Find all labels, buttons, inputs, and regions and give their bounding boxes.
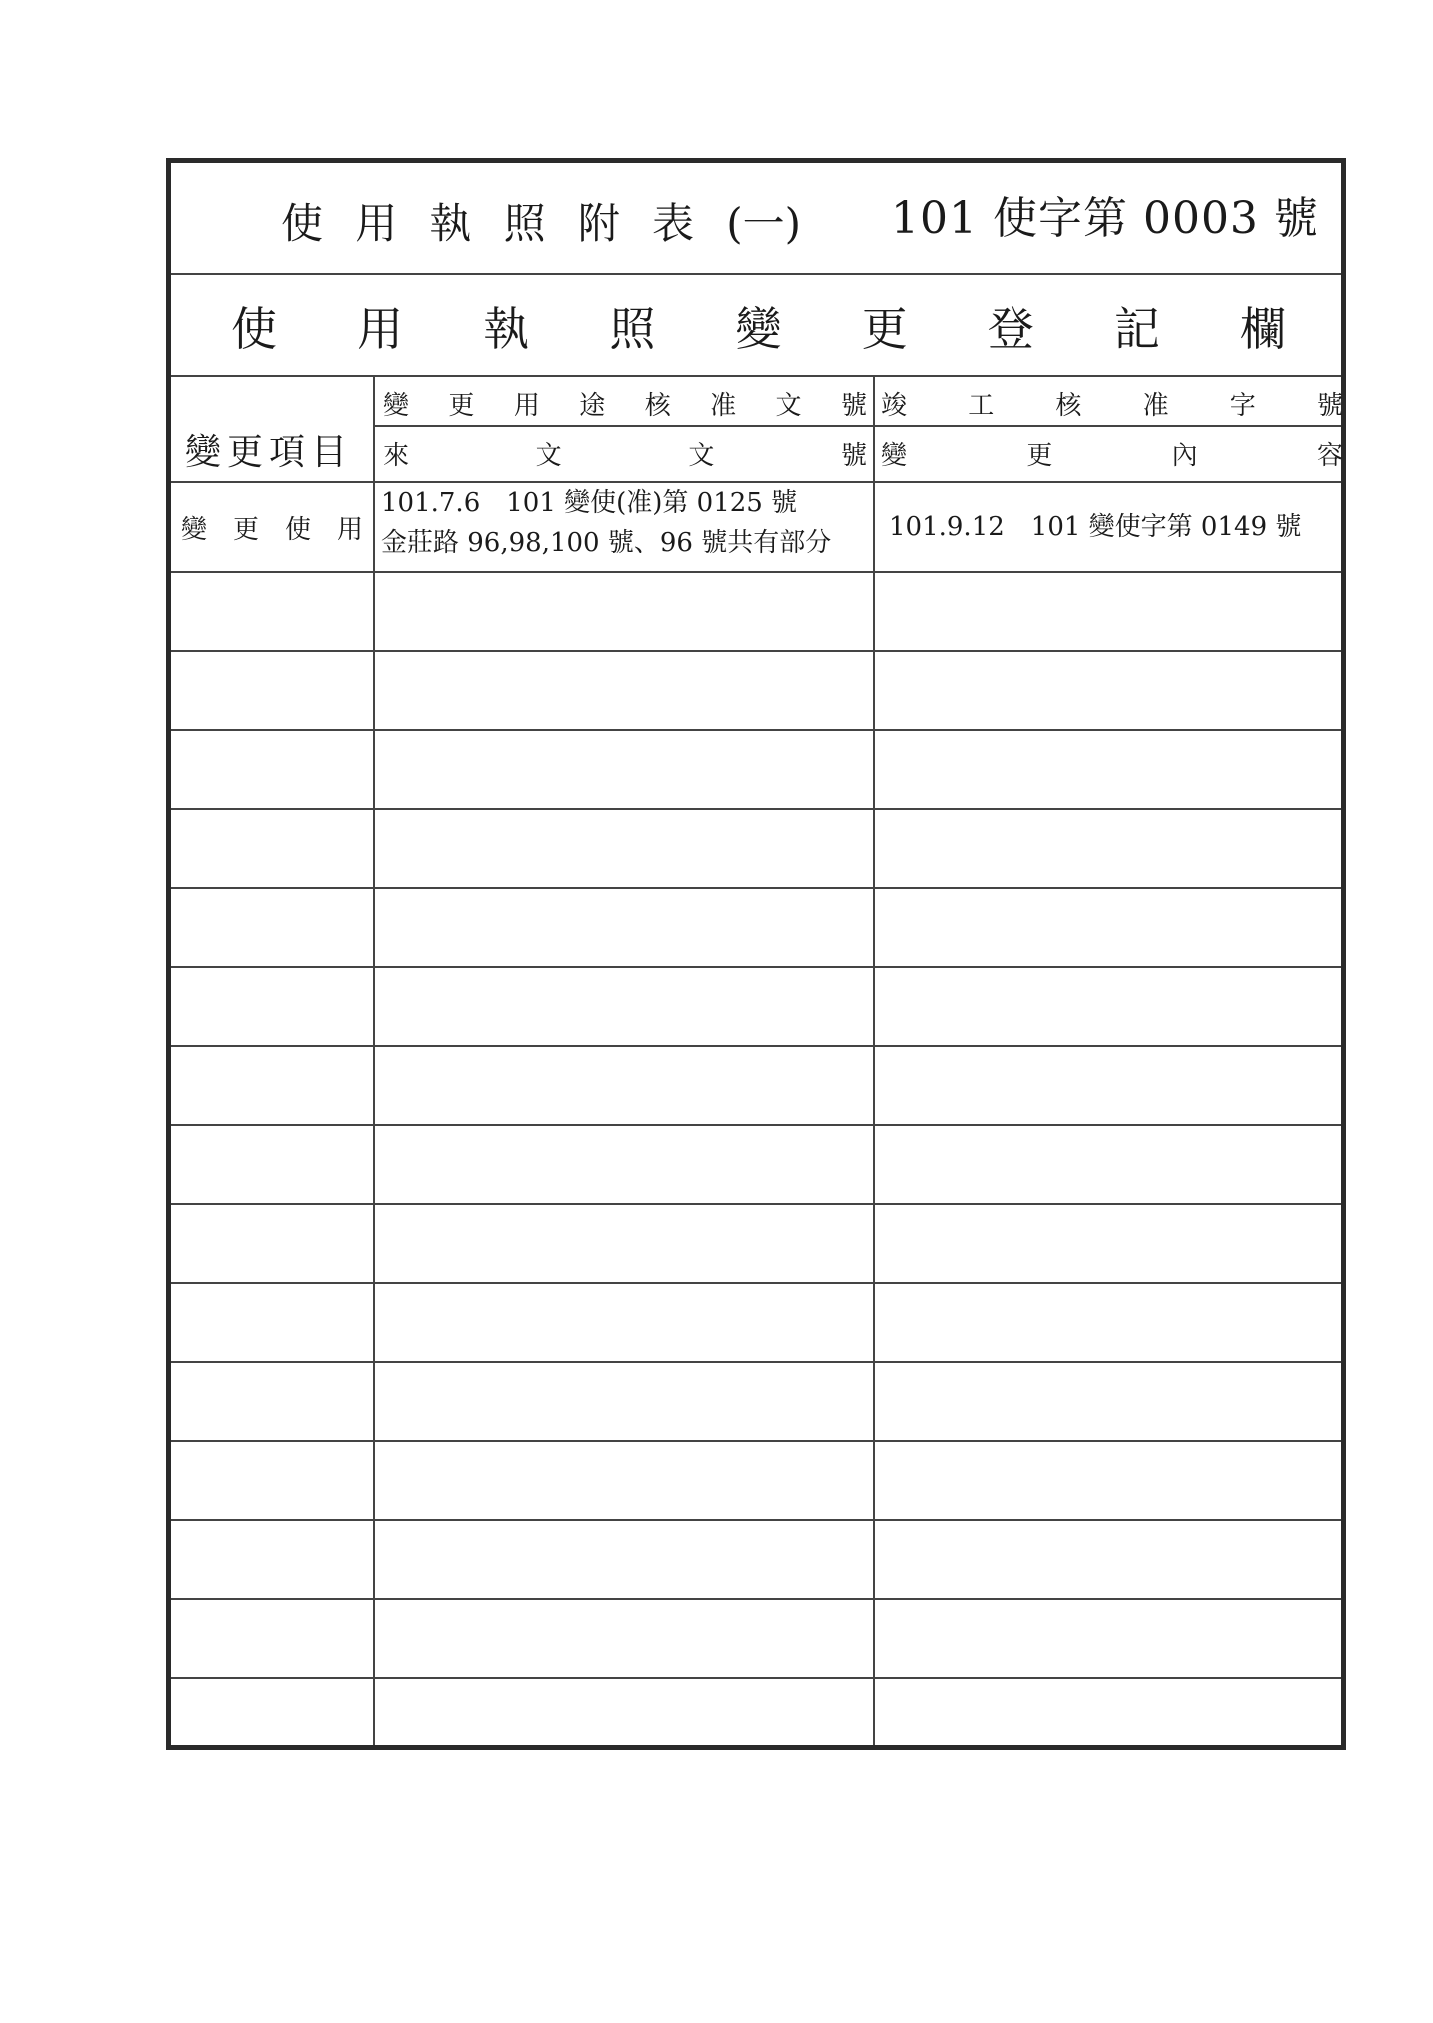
row-rule xyxy=(171,729,1341,731)
header-char: 核 xyxy=(1055,390,1082,421)
header-char: 字 xyxy=(1229,390,1256,421)
column-header-item: 變更項目 xyxy=(184,431,353,473)
header-char: 變 xyxy=(383,390,410,421)
license-number: 101 使字第 0003 號 xyxy=(891,193,1319,244)
item-char: 使 xyxy=(284,514,311,545)
row-result: 101.9.12 101 變使字第 0149 號 xyxy=(889,512,1302,542)
row-rule xyxy=(171,1361,1341,1363)
title-char: 用 xyxy=(355,199,398,248)
header-char: 變 xyxy=(881,440,908,471)
subtitle-char: 登 xyxy=(987,302,1034,356)
rule-below-title xyxy=(171,273,1341,275)
item-char: 變 xyxy=(181,514,208,545)
row-rule xyxy=(171,1203,1341,1205)
header-char: 途 xyxy=(579,390,606,421)
rule-below-subtitle xyxy=(171,375,1341,377)
row-rule xyxy=(171,1045,1341,1047)
rule-header-mid xyxy=(373,425,1341,427)
row-rule xyxy=(171,571,1341,573)
header-char: 更 xyxy=(1026,440,1053,471)
title-char: 附 xyxy=(577,199,620,248)
row-rule xyxy=(171,1440,1341,1442)
item-char: 用 xyxy=(336,514,363,545)
title-char: 照 xyxy=(503,199,546,248)
row-rule xyxy=(171,650,1341,652)
row-rule xyxy=(171,1598,1341,1600)
subtitle-char: 使 xyxy=(231,302,277,356)
subtitle-char: 用 xyxy=(357,302,404,356)
column-header-approval-doc xyxy=(383,385,867,421)
subtitle-char: 欄 xyxy=(1240,302,1286,356)
row-rule xyxy=(171,1282,1341,1284)
section-title xyxy=(231,291,1286,361)
header-char: 內 xyxy=(1171,440,1198,471)
row-rule xyxy=(171,1519,1341,1521)
title-char: (一) xyxy=(726,199,801,248)
col-rule-1 xyxy=(373,375,375,1745)
header-char: 准 xyxy=(1142,390,1169,421)
header-char: 號 xyxy=(840,390,867,421)
header-char: 用 xyxy=(513,390,540,421)
row-doc-line-2: 金莊路 96,98,100 號、96 號共有部分 xyxy=(381,528,832,558)
header-char: 核 xyxy=(644,390,671,421)
subtitle-char: 更 xyxy=(861,302,908,356)
header-char: 號 xyxy=(1316,390,1343,421)
header-char: 工 xyxy=(968,390,995,421)
column-header-content xyxy=(881,435,1343,471)
subtitle-char: 照 xyxy=(609,302,656,356)
row-doc-line-1: 101.7.6 101 變使(准)第 0125 號 xyxy=(381,488,798,518)
row-item xyxy=(181,509,363,545)
header-char: 文 xyxy=(688,440,715,471)
header-char: 更 xyxy=(448,390,475,421)
subtitle-char: 變 xyxy=(735,302,782,356)
column-header-incoming-doc xyxy=(383,435,867,471)
register-table xyxy=(166,158,1346,1750)
form-title xyxy=(281,191,801,251)
item-char: 更 xyxy=(232,514,259,545)
header-char: 號 xyxy=(840,440,867,471)
subtitle-char: 執 xyxy=(483,302,530,356)
header-char: 文 xyxy=(775,390,802,421)
subtitle-char: 記 xyxy=(1113,302,1160,356)
header-char: 竣 xyxy=(881,390,908,421)
header-char: 來 xyxy=(383,440,410,471)
col-rule-2 xyxy=(873,375,875,1745)
row-rule xyxy=(171,808,1341,810)
header-char: 准 xyxy=(710,390,737,421)
title-char: 執 xyxy=(429,199,472,248)
column-header-completion xyxy=(881,385,1343,421)
header-char: 文 xyxy=(535,440,562,471)
title-char: 表 xyxy=(652,199,695,248)
row-rule xyxy=(171,966,1341,968)
title-char: 使 xyxy=(281,199,324,248)
header-char: 容 xyxy=(1316,440,1343,471)
row-rule xyxy=(171,1677,1341,1679)
row-rule xyxy=(171,1124,1341,1126)
row-rule xyxy=(171,887,1341,889)
